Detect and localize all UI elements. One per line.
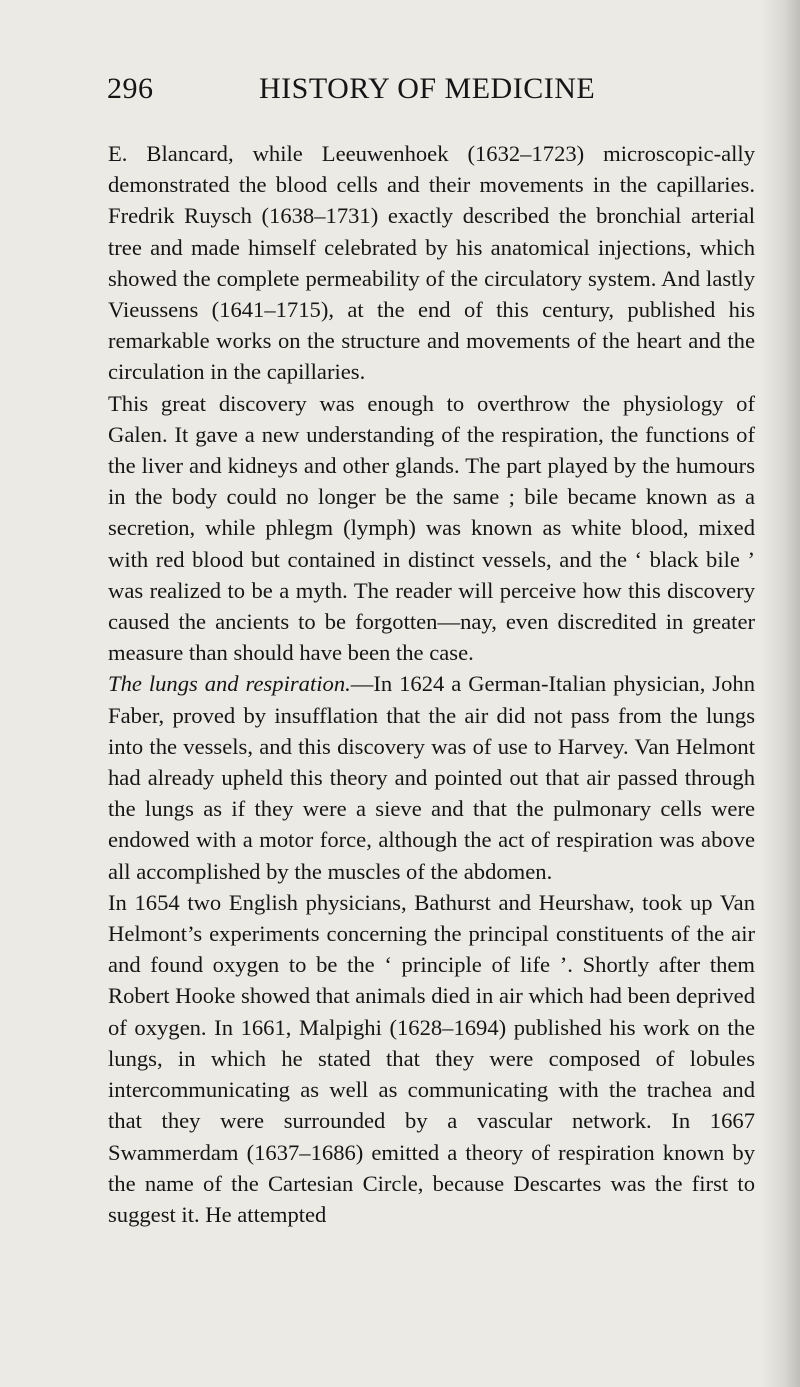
section-heading-lungs: The lungs and respiration. xyxy=(108,671,351,697)
page-edge-shadow xyxy=(760,0,800,1387)
page-number: 296 xyxy=(107,72,154,105)
paragraph-3 xyxy=(108,668,755,886)
body-text xyxy=(108,138,755,1230)
paragraph-1: E. Blancard, while Leeuwenhoek (1632–1723) microscopic-ally demonstrated the blood cells and their movements in the capillaries. Fredrik Ruysch (1638–1731) exactly described the bronchial arterial tree and made himself celebrated by his anatomical injections, which showed the complete permeability of the circulatory system. And lastly Vieussens (1641–1715), at the end of this century, published his remarkable works on the structure and movements of the heart and the circulation in the capillaries. xyxy=(108,141,755,385)
paragraph-4: In 1654 two English physicians, Bathurst and Heurshaw, took up Van Helmont’s experiments concerning the principal constituents of the air and found oxygen to be the ‘ principle of life ’. Shortly after them Robert Hooke showed that animals died in air which had been deprived of oxygen. In 1661, Malpighi (1628–1694) published his work on the lungs, in which he stated that they were composed of lobules intercommunicating as well as communicating with the trachea and that they were surrounded by a vascular network. In 1667 Swammerdam (1637–1686) emitted a theory of respiration known by the name of the Cartesian Circle, because Descartes was the first to suggest it. He attempted xyxy=(108,889,755,1227)
paragraph-2: This great discovery was enough to overthrow the physiology of Galen. It gave a new understanding of the respiration, the functions of the liver and kidneys and other glands. The part played by the humours in the body could no longer be the same ; bile became known as a secretion, while phlegm (lymph) was known as white blood, mixed with red blood but contained in distinct vessels, and the ‘ black bile ’ was realized to be a myth. The reader will perceive how this discovery caused the ancients to be forgotten—nay, even discredited in greater measure than should have been the case. xyxy=(108,390,755,666)
running-head xyxy=(107,72,752,112)
paragraph-3-text: —In 1624 a German-Italian physician, John Faber, proved by insufflation that the air did not pass from the lungs into the vessels, and this discovery was of use to Harvey. Van Helmont had already upheld this theory and pointed out that air passed through the lungs as if they were a sieve and that the pulmonary cells were endowed with a motor force, although the act of respiration was above all accomplished by the muscles of the abdomen. xyxy=(108,671,755,884)
running-title: HISTORY OF MEDICINE xyxy=(259,72,596,105)
